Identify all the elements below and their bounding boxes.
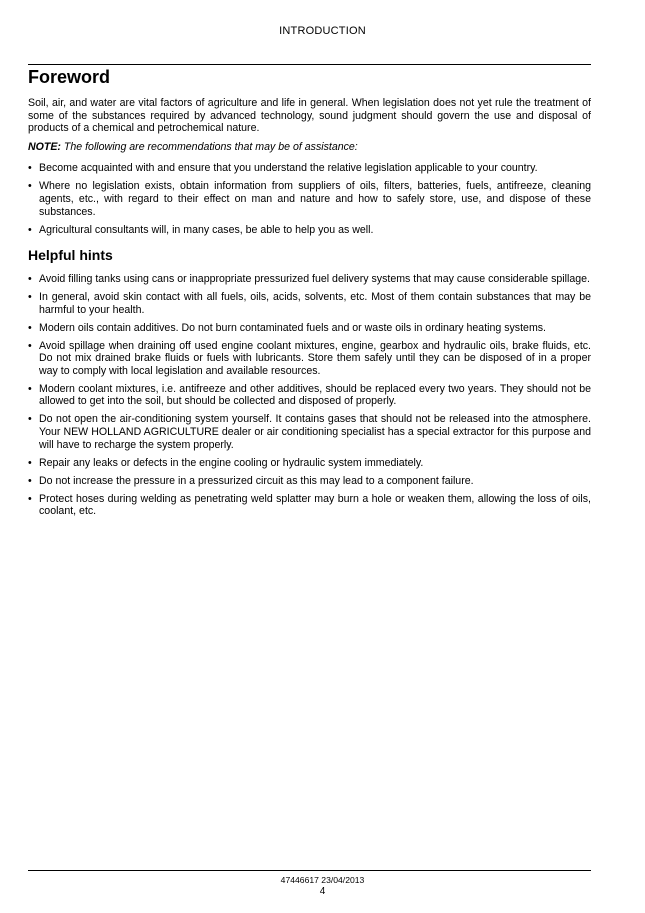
- foreword-heading: Foreword: [28, 67, 111, 87]
- bullet-icon: •: [28, 162, 32, 175]
- bullet-icon: •: [28, 456, 32, 469]
- note-label: NOTE:: [28, 140, 61, 153]
- list-item-text: Do not increase the pressure in a pressurized circuit as this may lead to a component failure.: [39, 474, 474, 487]
- list-item: [28, 180, 591, 218]
- list-item: [28, 322, 591, 335]
- list-item: [28, 291, 591, 316]
- list-item: [28, 493, 591, 518]
- bullet-icon: •: [28, 291, 32, 304]
- list-item: [28, 475, 591, 488]
- page-content: [28, 66, 591, 523]
- bullet-icon: •: [28, 474, 32, 487]
- footer-divider: [28, 870, 591, 871]
- list-item: [28, 162, 591, 175]
- list-item-text: Avoid filling tanks using cans or inappropriate pressurized fuel delivery systems that may cause considerable spillage.: [39, 273, 590, 286]
- list-item: [28, 273, 591, 286]
- list-item: [28, 340, 591, 378]
- bullet-icon: •: [28, 413, 32, 426]
- running-header: INTRODUCTION: [279, 25, 366, 37]
- helpful-hints-heading: Helpful hints: [28, 247, 113, 264]
- list-item-text: In general, avoid skin contact with all fuels, oils, acids, solvents, etc. Most of them contain substances that may be harmful to your health.: [39, 291, 591, 316]
- list-item: [28, 457, 591, 470]
- list-item-text: Where no legislation exists, obtain information from suppliers of oils, filters, batteries, fuels, antifreeze, cleaning agents, etc., with regard to their effect on man and nature and how to safely store, use, and dispose of these substances.: [39, 180, 591, 218]
- list-item-text: Modern coolant mixtures, i.e. antifreeze and other additives, should be replaced every two years. They should not be allowed to get into the soil, but should be collected and disposed of properly.: [39, 382, 591, 408]
- list-item-text: Modern oils contain additives. Do not burn contaminated fuels and or waste oils in ordinary heating systems.: [39, 321, 547, 334]
- note-paragraph: [28, 141, 591, 154]
- list-item: [28, 413, 591, 451]
- bullet-icon: •: [28, 492, 32, 505]
- list-item-text: Agricultural consultants will, in many cases, be able to help you as well.: [39, 223, 374, 236]
- bullet-icon: •: [28, 180, 32, 193]
- bullet-icon: •: [28, 321, 32, 334]
- foreword-list: [28, 162, 591, 236]
- helpful-hints-list: [28, 273, 591, 518]
- bullet-icon: •: [28, 382, 32, 395]
- list-item-text: Do not open the air-conditioning system yourself. It contains gases that should not be released into the atmosphere. Your NEW HOLLAND AGRICULTURE dealer or air conditioning specialist has a special extractor for this purpose and will have to recharge the system properly.: [39, 413, 591, 451]
- list-item-text: Repair any leaks or defects in the engine cooling or hydraulic system immediately.: [39, 456, 424, 469]
- header-divider: [28, 64, 591, 65]
- list-item-text: Protect hoses during welding as penetrating weld splatter may burn a hole or weaken them, allowing the loss of oils, coolant, etc.: [39, 492, 591, 518]
- list-item: [28, 224, 591, 237]
- list-item-text: Become acquainted with and ensure that you understand the relative legislation applicable to your country.: [39, 162, 538, 175]
- document-reference: 47446617 23/04/2013: [280, 875, 365, 885]
- page-number: 4: [319, 886, 326, 897]
- list-item-text: Avoid spillage when draining off used engine coolant mixtures, engine, gearbox and hydraulic oils, brake fluids, etc. Do not mix drained brake fluids or fuels with lubricants. Store them safely until they can be disposed of in a proper way to comply with local legislation and available resources.: [39, 339, 591, 377]
- note-text: The following are recommendations that may be of assistance:: [60, 140, 358, 153]
- bullet-icon: •: [28, 273, 32, 286]
- foreword-intro-paragraph: Soil, air, and water are vital factors of agriculture and life in general. When legislation does not yet rule the treatment of some of the substances required by advanced technology, sound judgment should govern the use and disposal of products of a chemical and petrochemical nature.: [28, 97, 591, 135]
- list-item: [28, 383, 591, 408]
- bullet-icon: •: [28, 339, 32, 352]
- bullet-icon: •: [28, 223, 32, 236]
